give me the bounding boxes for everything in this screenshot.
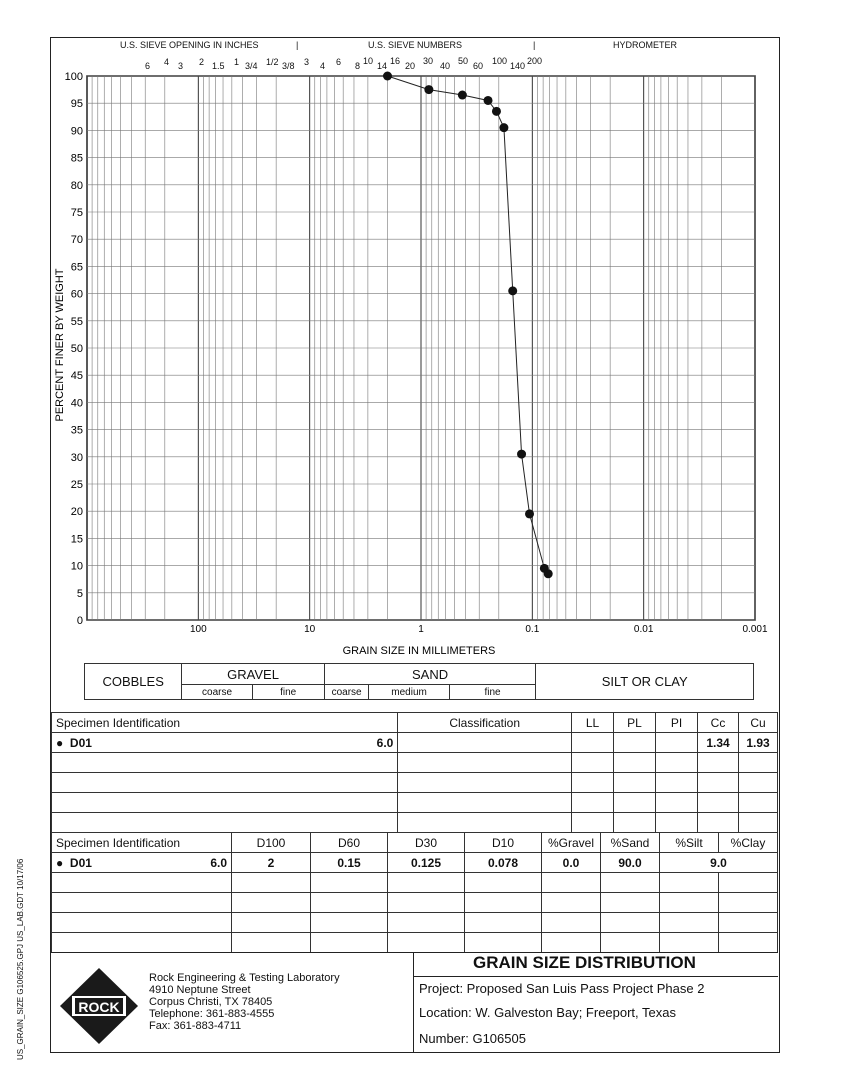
lab-info <box>149 972 340 1032</box>
y-tick-label: 90 <box>70 125 83 138</box>
data-points <box>383 72 553 579</box>
hydrometer-label: HYDROMETER <box>613 40 678 50</box>
inch-tick-label: 3/8 <box>282 61 295 71</box>
d10-value: 0.078 <box>465 853 542 873</box>
header-divider: | <box>296 40 299 50</box>
location-line: Location: W. Galveston Bay; Freeport, Texas <box>419 1005 676 1020</box>
table-row <box>52 733 778 753</box>
x-tick-label: 1 <box>418 624 424 635</box>
inch-tick-label: 2 <box>199 57 205 67</box>
d60-value: 0.15 <box>311 853 388 873</box>
y-tick-label: 25 <box>70 479 83 491</box>
x-axis-label: GRAIN SIZE IN MILLIMETERS <box>342 645 496 657</box>
y-tick-label: 85 <box>70 152 83 165</box>
number-tick-label: 6 <box>336 57 342 67</box>
report-title: GRAIN SIZE DISTRIBUTION <box>473 953 696 972</box>
specimen-id: D01 <box>69 855 92 870</box>
col-header: D60 <box>311 833 388 853</box>
silt-clay-value: 9.0 <box>660 853 778 873</box>
data-point <box>383 72 392 81</box>
lab-name: Rock Engineering & Testing Laboratory <box>149 972 340 984</box>
col-header: PL <box>614 713 656 733</box>
y-tick-label: 30 <box>70 451 83 464</box>
y-tick-label: 100 <box>64 71 83 83</box>
y-tick-label: 70 <box>70 234 83 247</box>
y-tick-label: 40 <box>70 397 83 410</box>
cc-value: 1.34 <box>698 733 739 753</box>
footer-divider <box>413 952 414 1052</box>
y-tick-label: 35 <box>70 424 83 437</box>
cobbles-label: COBBLES <box>85 664 182 700</box>
gravel-coarse-label: coarse <box>182 685 252 700</box>
pi-value <box>656 733 698 753</box>
number-tick-label: 30 <box>423 56 434 66</box>
row-marker-icon: ● <box>56 855 64 870</box>
specimen-depth: 6.0 <box>166 853 231 873</box>
specimen-depth: 6.0 <box>273 733 398 753</box>
y-tick-label: 15 <box>70 533 83 546</box>
inch-tick-label: 3/4 <box>245 61 258 71</box>
table-row <box>52 773 778 793</box>
y-tick-label: 5 <box>76 587 83 600</box>
y-tick-label: 65 <box>70 261 83 274</box>
y-tick-label: 80 <box>70 179 83 192</box>
gradation-curve <box>387 76 548 574</box>
col-header: Cc <box>698 713 739 733</box>
number-tick-label: 4 <box>320 61 326 71</box>
table-row <box>52 933 778 953</box>
logo-text: ROCK <box>78 999 120 1015</box>
inch-tick-label: 6 <box>145 61 151 71</box>
specimen-id: D01 <box>69 735 92 750</box>
side-file-reference: US_GRAIN_SIZE G106525.GPJ US_LAB.GDT 10/17/06 <box>16 858 25 1060</box>
sand-value: 90.0 <box>601 853 660 873</box>
chart-grid <box>87 76 755 620</box>
col-header: Cu <box>739 713 778 733</box>
title-divider <box>413 976 778 977</box>
data-point <box>508 286 517 295</box>
table-row <box>52 893 778 913</box>
data-point <box>517 450 526 459</box>
col-header: %Sand <box>601 833 660 853</box>
number-tick-label: 3 <box>304 57 310 67</box>
col-header: D30 <box>388 833 465 853</box>
x-tick-label: 10 <box>304 624 316 635</box>
data-point <box>544 569 553 578</box>
number-tick-label: 200 <box>527 56 543 66</box>
x-axis-ticks <box>190 624 768 635</box>
col-header: PI <box>656 713 698 733</box>
data-point <box>525 509 534 518</box>
number-tick-label: 20 <box>405 61 416 71</box>
gravel-fine-label: fine <box>252 685 324 700</box>
project-line: Project: Proposed San Luis Pass Project Phase 2 <box>419 981 705 996</box>
y-tick-label: 75 <box>70 207 83 219</box>
ll-value <box>572 733 614 753</box>
gradation-table <box>51 832 778 953</box>
pl-value <box>614 733 656 753</box>
sand-coarse-label: coarse <box>324 685 369 700</box>
rock-logo <box>58 966 140 1046</box>
d30-value: 0.125 <box>388 853 465 873</box>
table-row <box>52 853 778 873</box>
table-row <box>52 753 778 773</box>
y-tick-label: 20 <box>70 506 83 519</box>
classification-value <box>398 733 572 753</box>
inch-tick-label: 1/2 <box>266 57 279 67</box>
inch-tick-label: 1.5 <box>212 61 225 71</box>
number-tick-label: 8 <box>355 61 361 71</box>
col-header: Specimen Identification <box>52 833 232 853</box>
y-tick-label: 55 <box>70 315 83 328</box>
col-header: Specimen Identification <box>52 713 398 733</box>
col-header: %Gravel <box>542 833 601 853</box>
y-tick-label: 60 <box>70 288 83 301</box>
number-tick-label: 14 <box>377 61 388 71</box>
lab-fax: Fax: 361-883-4711 <box>149 1020 242 1032</box>
data-point <box>424 85 433 94</box>
table-row <box>52 873 778 893</box>
classification-table <box>51 712 778 833</box>
x-tick-label: 0.001 <box>742 624 768 635</box>
number-tick-label: 50 <box>458 56 469 66</box>
x-tick-label: 100 <box>189 624 207 635</box>
y-tick-label: 0 <box>76 615 83 627</box>
col-header: %Silt <box>660 833 719 853</box>
number-tick-label: 40 <box>440 61 451 71</box>
inch-tick-label: 4 <box>164 57 170 67</box>
inch-tick-label: 3 <box>178 61 184 71</box>
y-tick-label: 95 <box>70 98 83 111</box>
y-axis-ticks <box>65 71 83 627</box>
table-row <box>52 793 778 813</box>
gravel-label: GRAVEL <box>182 664 324 685</box>
number-tick-label: 10 <box>363 56 374 66</box>
y-tick-label: 10 <box>70 560 83 573</box>
col-header: Classification <box>398 713 572 733</box>
x-tick-label: 0.1 <box>525 624 540 635</box>
sieve-numbers-label: U.S. SIEVE NUMBERS <box>368 40 463 50</box>
y-tick-label: 45 <box>70 370 83 383</box>
x-tick-label: 0.01 <box>633 624 654 635</box>
data-point <box>492 107 501 116</box>
sand-medium-label: medium <box>369 685 449 700</box>
data-point <box>499 123 508 132</box>
gravel-value: 0.0 <box>542 853 601 873</box>
classification-band <box>84 663 754 700</box>
sieve-inches-label: U.S. SIEVE OPENING IN INCHES <box>120 40 259 50</box>
header-divider: | <box>533 40 536 50</box>
cu-value: 1.93 <box>739 733 778 753</box>
data-point <box>484 96 493 105</box>
col-header: D100 <box>232 833 311 853</box>
inch-tick-label: 1 <box>234 57 240 67</box>
table-row <box>52 913 778 933</box>
number-tick-label: 60 <box>473 61 484 71</box>
data-point <box>458 91 467 100</box>
silt-clay-label: SILT OR CLAY <box>536 664 754 700</box>
lab-street: 4910 Neptune Street <box>149 984 251 996</box>
lab-phone: Telephone: 361-883-4555 <box>149 1008 275 1020</box>
number-line: Number: G106505 <box>419 1031 526 1046</box>
table-row <box>52 813 778 833</box>
number-tick-label: 16 <box>390 56 401 66</box>
number-tick-label: 100 <box>492 56 508 66</box>
sand-fine-label: fine <box>449 685 536 700</box>
col-header: %Clay <box>719 833 778 853</box>
number-tick-label: 140 <box>510 61 526 71</box>
col-header: D10 <box>465 833 542 853</box>
y-axis-label: PERCENT FINER BY WEIGHT <box>54 268 66 422</box>
d100-value: 2 <box>232 853 311 873</box>
col-header: LL <box>572 713 614 733</box>
sand-label: SAND <box>324 664 536 685</box>
lab-city: Corpus Christi, TX 78405 <box>149 996 273 1008</box>
row-marker-icon: ● <box>56 735 64 750</box>
grain-size-chart <box>40 60 770 660</box>
y-tick-label: 50 <box>70 343 83 355</box>
